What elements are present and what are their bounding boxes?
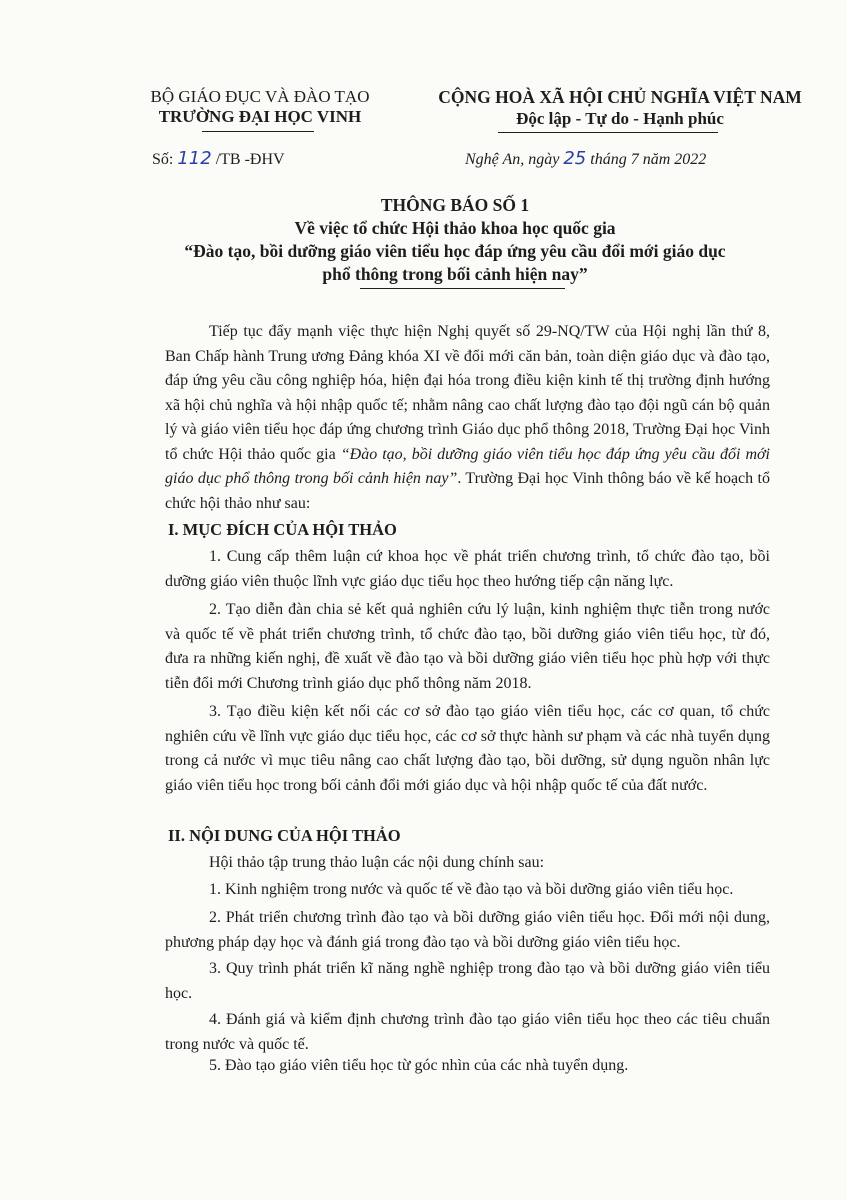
date-prefix: Nghệ An, ngày [465,151,560,168]
document-date [465,148,706,169]
section-1-heading: I. MỤC ĐÍCH CỦA HỘI THẢO [168,520,397,539]
notice-subject: Về việc tổ chức Hội thảo khoa học quốc gia [294,218,616,238]
intro-paragraph [165,320,770,516]
doc-no-suffix: /TB -ĐHV [215,151,285,168]
section-1-item-1: 1. Cung cấp thêm luận cứ khoa học về phát triển chương trình, tổ chức đào tạo, bồi dưỡng giáo viên thuộc lĩnh vực giáo dục tiểu học theo hướng tiếp cận năng lực. [165,548,770,590]
section-2-item-2: 2. Phát triển chương trình đào tạo và bồi dưỡng giáo viên tiểu học. Đổi mới nội dung, phương pháp dạy học và đánh giá trong đào tạo và bồi dưỡng giáo viên tiểu học. [165,909,770,951]
intro-conference-name: “Đào tạo, bồi dưỡng giáo viên tiểu học đáp ứng yêu cầu đổi mới giáo dục phổ thông trong bối cảnh hiện nay” [165,445,771,487]
section-2-item-5: 5. Đào tạo giáo viên tiểu học từ góc nhìn của các nhà tuyển dụng. [209,1057,629,1074]
date-day-handwritten: 25 [563,148,587,169]
doc-no-handwritten: 112 [177,148,212,169]
section-1-item-3: 3. Tạo điều kiện kết nối các cơ sở đào tạo giáo viên tiểu học, các cơ quan, tổ chức nghiên cứu về lĩnh vực giáo dục tiểu học, các cơ sở thực hành sư phạm và các nhà tuyển dụng trong cả nước vì mục tiêu nâng cao chất lượng đào tạo, bồi dưỡng, sử dụng nguồn nhân lực giáo viên tiểu học trong bối cảnh đổi mới giáo dục và hội nhập quốc tế của đất nước. [165,703,770,794]
country-name: CỘNG HOÀ XÃ HỘI CHỦ NGHĨA VIỆT NAM [438,87,802,107]
motto-underline [498,132,718,133]
national-motto: Độc lập - Tự do - Hạnh phúc [516,109,724,128]
intro-text-1: Tiếp tục đẩy mạnh việc thực hiện Nghị quyết số 29-NQ/TW của Hội nghị lần thứ 8, Ban Chấp hành Trung ương Đảng khóa XI về đổi mới căn bản, toàn diện giáo dục và đào tạo, đáp ứng yêu cầu công nghiệp hóa, hiện đại hóa trong điều kiện kinh tế thị trường định hướng xã hội chủ nghĩa và hội nhập quốc tế; nhằm nâng cao chất lượng đào tạo đội ngũ cán bộ quản lý và giáo viên tiểu học đáp ứng chương trình Giáo dục phổ thông 2018, Trường Đại học Vinh tổ chức Hội thảo quốc gia [165,323,770,463]
intro-text-2: . Trường Đại học Vinh thông báo về kế hoạch tổ chức hội thảo như sau: [165,470,771,512]
section-2-item-3: 3. Quy trình phát triển kĩ năng nghề nghiệp trong đào tạo và bồi dưỡng giáo viên tiểu học. [165,960,770,1002]
university-underline [202,131,314,132]
university-name: TRƯỜNG ĐẠI HỌC VINH [158,107,362,126]
document-number [152,148,285,169]
title-underline [360,288,565,289]
date-suffix: tháng 7 năm 2022 [590,151,707,168]
doc-no-prefix: Số: [152,151,174,168]
notice-topic-line2: phổ thông trong bối cảnh hiện nay” [322,264,588,284]
section-2-heading: II. NỘI DUNG CỦA HỘI THẢO [168,826,401,845]
section-2-item-1: 1. Kinh nghiệm trong nước và quốc tế về đào tạo và bồi dưỡng giáo viên tiểu học. [209,881,734,898]
notice-topic-line1: “Đào tạo, bồi dưỡng giáo viên tiểu học đáp ứng yêu cầu đổi mới giáo dục [184,241,726,261]
section-2-item-4: 4. Đánh giá và kiểm định chương trình đào tạo giáo viên tiểu học theo các tiêu chuẩn trong nước và quốc tế. [165,1011,770,1053]
section-2-lead: Hội thảo tập trung thảo luận các nội dung chính sau: [209,854,545,871]
ministry-name: BỘ GIÁO ĐỤC VÀ ĐÀO TẠO [150,87,370,106]
section-1-item-2: 2. Tạo diễn đàn chia sẻ kết quả nghiên cứu lý luận, kinh nghiệm thực tiễn trong nước và quốc tế về phát triển chương trình, tổ chức đào tạo, bồi dưỡng giáo viên tiểu học, từ đó, đưa ra những kiến nghị, đề xuất về đào tạo và bồi dưỡng giáo viên tiểu học phù hợp với thực tiễn đổi mới Chương trình giáo dục phổ thông năm 2018. [165,601,770,692]
notice-title: THÔNG BÁO SỐ 1 [380,195,530,215]
